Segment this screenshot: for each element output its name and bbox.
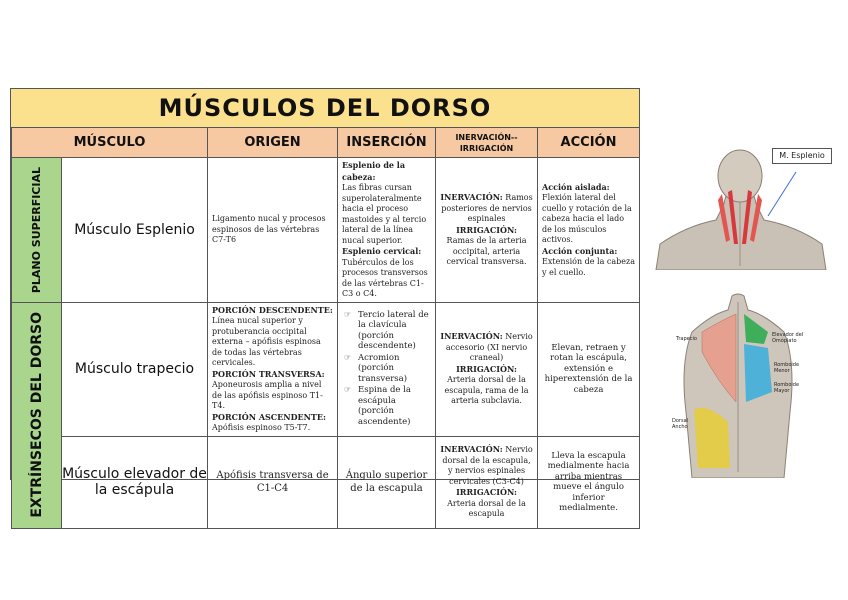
action-cell: Lleva la escapula medialmente hacia arriba mientras mueve el ángulo inferior medialmente. — [538, 436, 640, 528]
insertion-text: Tubérculos de los procesos transversos de las vértebras C1-C3 o C4. — [342, 257, 428, 298]
origin-cell — [208, 158, 338, 303]
insertion-list — [342, 310, 431, 428]
muscle-table — [11, 127, 640, 529]
innervation-text: Ramos posteriores de nervios espinales — [441, 193, 533, 223]
insertion-cell — [338, 302, 436, 436]
header-insercion: INSERCIÓN — [338, 128, 436, 158]
origin-heading: PORCIÓN TRANSVERSA: — [212, 368, 325, 379]
action-cell: Elevan, retraen y rotan la escápula, extensión e hiperextensión de la cabeza — [538, 302, 640, 436]
label-dorsal-ancho: Dorsal Ancho — [672, 418, 689, 430]
insertion-cell: Ángulo superior de la escapula — [338, 436, 436, 528]
label-trapecio: Trapecio — [676, 336, 697, 342]
table-row — [12, 436, 640, 528]
label-romboide-mayor: Romboide Mayor — [774, 382, 800, 394]
header-accion: ACCIÓN — [538, 128, 640, 158]
insertion-text: Las fibras cursan superolateralmente hacia el proceso mastoides y al tercio lateral de la línea nucal superior. — [342, 183, 427, 245]
origin-heading: PORCIÓN DESCENDENTE: — [212, 304, 333, 315]
hand-pointer-icon: ☞ — [344, 309, 352, 319]
splenius-illustration — [646, 148, 836, 270]
muscle-name: Músculo trapecio — [62, 302, 208, 436]
band-extrinsecos — [12, 302, 62, 528]
action-heading: Acción conjunta: — [542, 245, 618, 256]
innervation-cell — [436, 436, 538, 528]
origin-cell — [208, 302, 338, 436]
band-label-extrinsecos: EXTRÍNSECOS DEL DORSO — [28, 312, 45, 518]
action-heading: Acción aislada: — [542, 181, 610, 192]
action-text: Extensión de la cabeza y el cuello. — [542, 257, 636, 277]
irrigation-heading: IRRIGACIÓN: — [456, 363, 517, 374]
insertion-heading: Esplenio cervical: — [342, 246, 422, 256]
irrigation-text: Arteria dorsal de la escapula — [447, 498, 526, 519]
action-text: Flexión lateral del cuello y rotación de la cabeza hacia el lado de los músculos activos. — [542, 193, 632, 244]
action-cell — [538, 158, 640, 303]
insertion-cell — [338, 158, 436, 303]
origin-text: Aponeurosis amplia a nivel de las apófisis espinoso T1-T4. — [212, 380, 323, 410]
label-romboide-menor: Romboide Menor — [774, 362, 800, 374]
innervation-cell — [436, 158, 538, 303]
table-row — [12, 158, 640, 303]
back-muscles-illustration — [672, 292, 804, 478]
innervation-cell — [436, 302, 538, 436]
splenius-figure — [646, 148, 836, 270]
hand-pointer-icon: ☞ — [344, 352, 352, 362]
innervation-text: Nervio accesorio (XI nervio craneal) — [445, 332, 533, 363]
innervation-text: Nervio dorsal de la escapula, y nervios espinales cervicales (C3-C4) — [442, 445, 533, 486]
origin-heading: PORCIÓN ASCENDENTE: — [212, 411, 326, 422]
label-elevador: Elevador del Omóplato — [772, 332, 804, 344]
band-superficial — [12, 158, 62, 303]
header-musculo: MÚSCULO — [12, 128, 208, 158]
list-item: ☞ Tercio lateral de la clavícula (porción descendente) — [344, 309, 429, 352]
list-item: ☞ Acromion (porción transversa) — [344, 352, 408, 384]
irrigation-text: Ramas de la arteria occipital, arteria cervical transversa. — [446, 236, 527, 266]
origin-text: Línea nucal superior y protuberancia occipital externa – apófisis espinosa de todas las vértebras cervicales. — [212, 316, 321, 367]
irrigation-heading: IRRIGACIÓN: — [456, 487, 517, 498]
page-title: MÚSCULOS DEL DORSO — [11, 89, 639, 128]
header-row — [12, 128, 640, 158]
innervation-heading: INERVACIÓN: — [440, 444, 503, 455]
band-label-superficial: PLANO SUPERFICIAL — [30, 166, 43, 293]
header-inervacion: INERVACIÓN-- IRRIGACIÓN — [436, 128, 538, 158]
muscle-name: Músculo Esplenio — [62, 158, 208, 303]
list-item: ☞ Espina de la escápula (porción ascendente) — [344, 385, 411, 427]
origin-text: Apófisis espinoso T5-T7. — [212, 423, 311, 432]
origin-cell: Apófisis transversa de C1-C4 — [208, 436, 338, 528]
irrigation-text: Arteria dorsal de la escapula, rama de la arteria subclavia. — [444, 375, 529, 406]
muscle-table-sheet — [10, 88, 640, 519]
header-origen: ORIGEN — [208, 128, 338, 158]
muscle-name: Músculo elevador de la escápula — [62, 436, 208, 528]
table-row — [12, 302, 640, 436]
insertion-heading: Esplenio de la cabeza: — [342, 160, 406, 182]
irrigation-heading: IRRIGACIÓN: — [456, 224, 517, 235]
origin-text: Ligamento nucal y procesos espinosos de las vértebras C7-T6 — [212, 214, 326, 244]
innervation-heading: INERVACIÓN: — [440, 331, 503, 342]
hand-pointer-icon: ☞ — [344, 385, 352, 395]
innervation-heading: INERVACIÓN: — [440, 192, 503, 202]
splenius-label: M. Esplenio — [772, 148, 832, 164]
